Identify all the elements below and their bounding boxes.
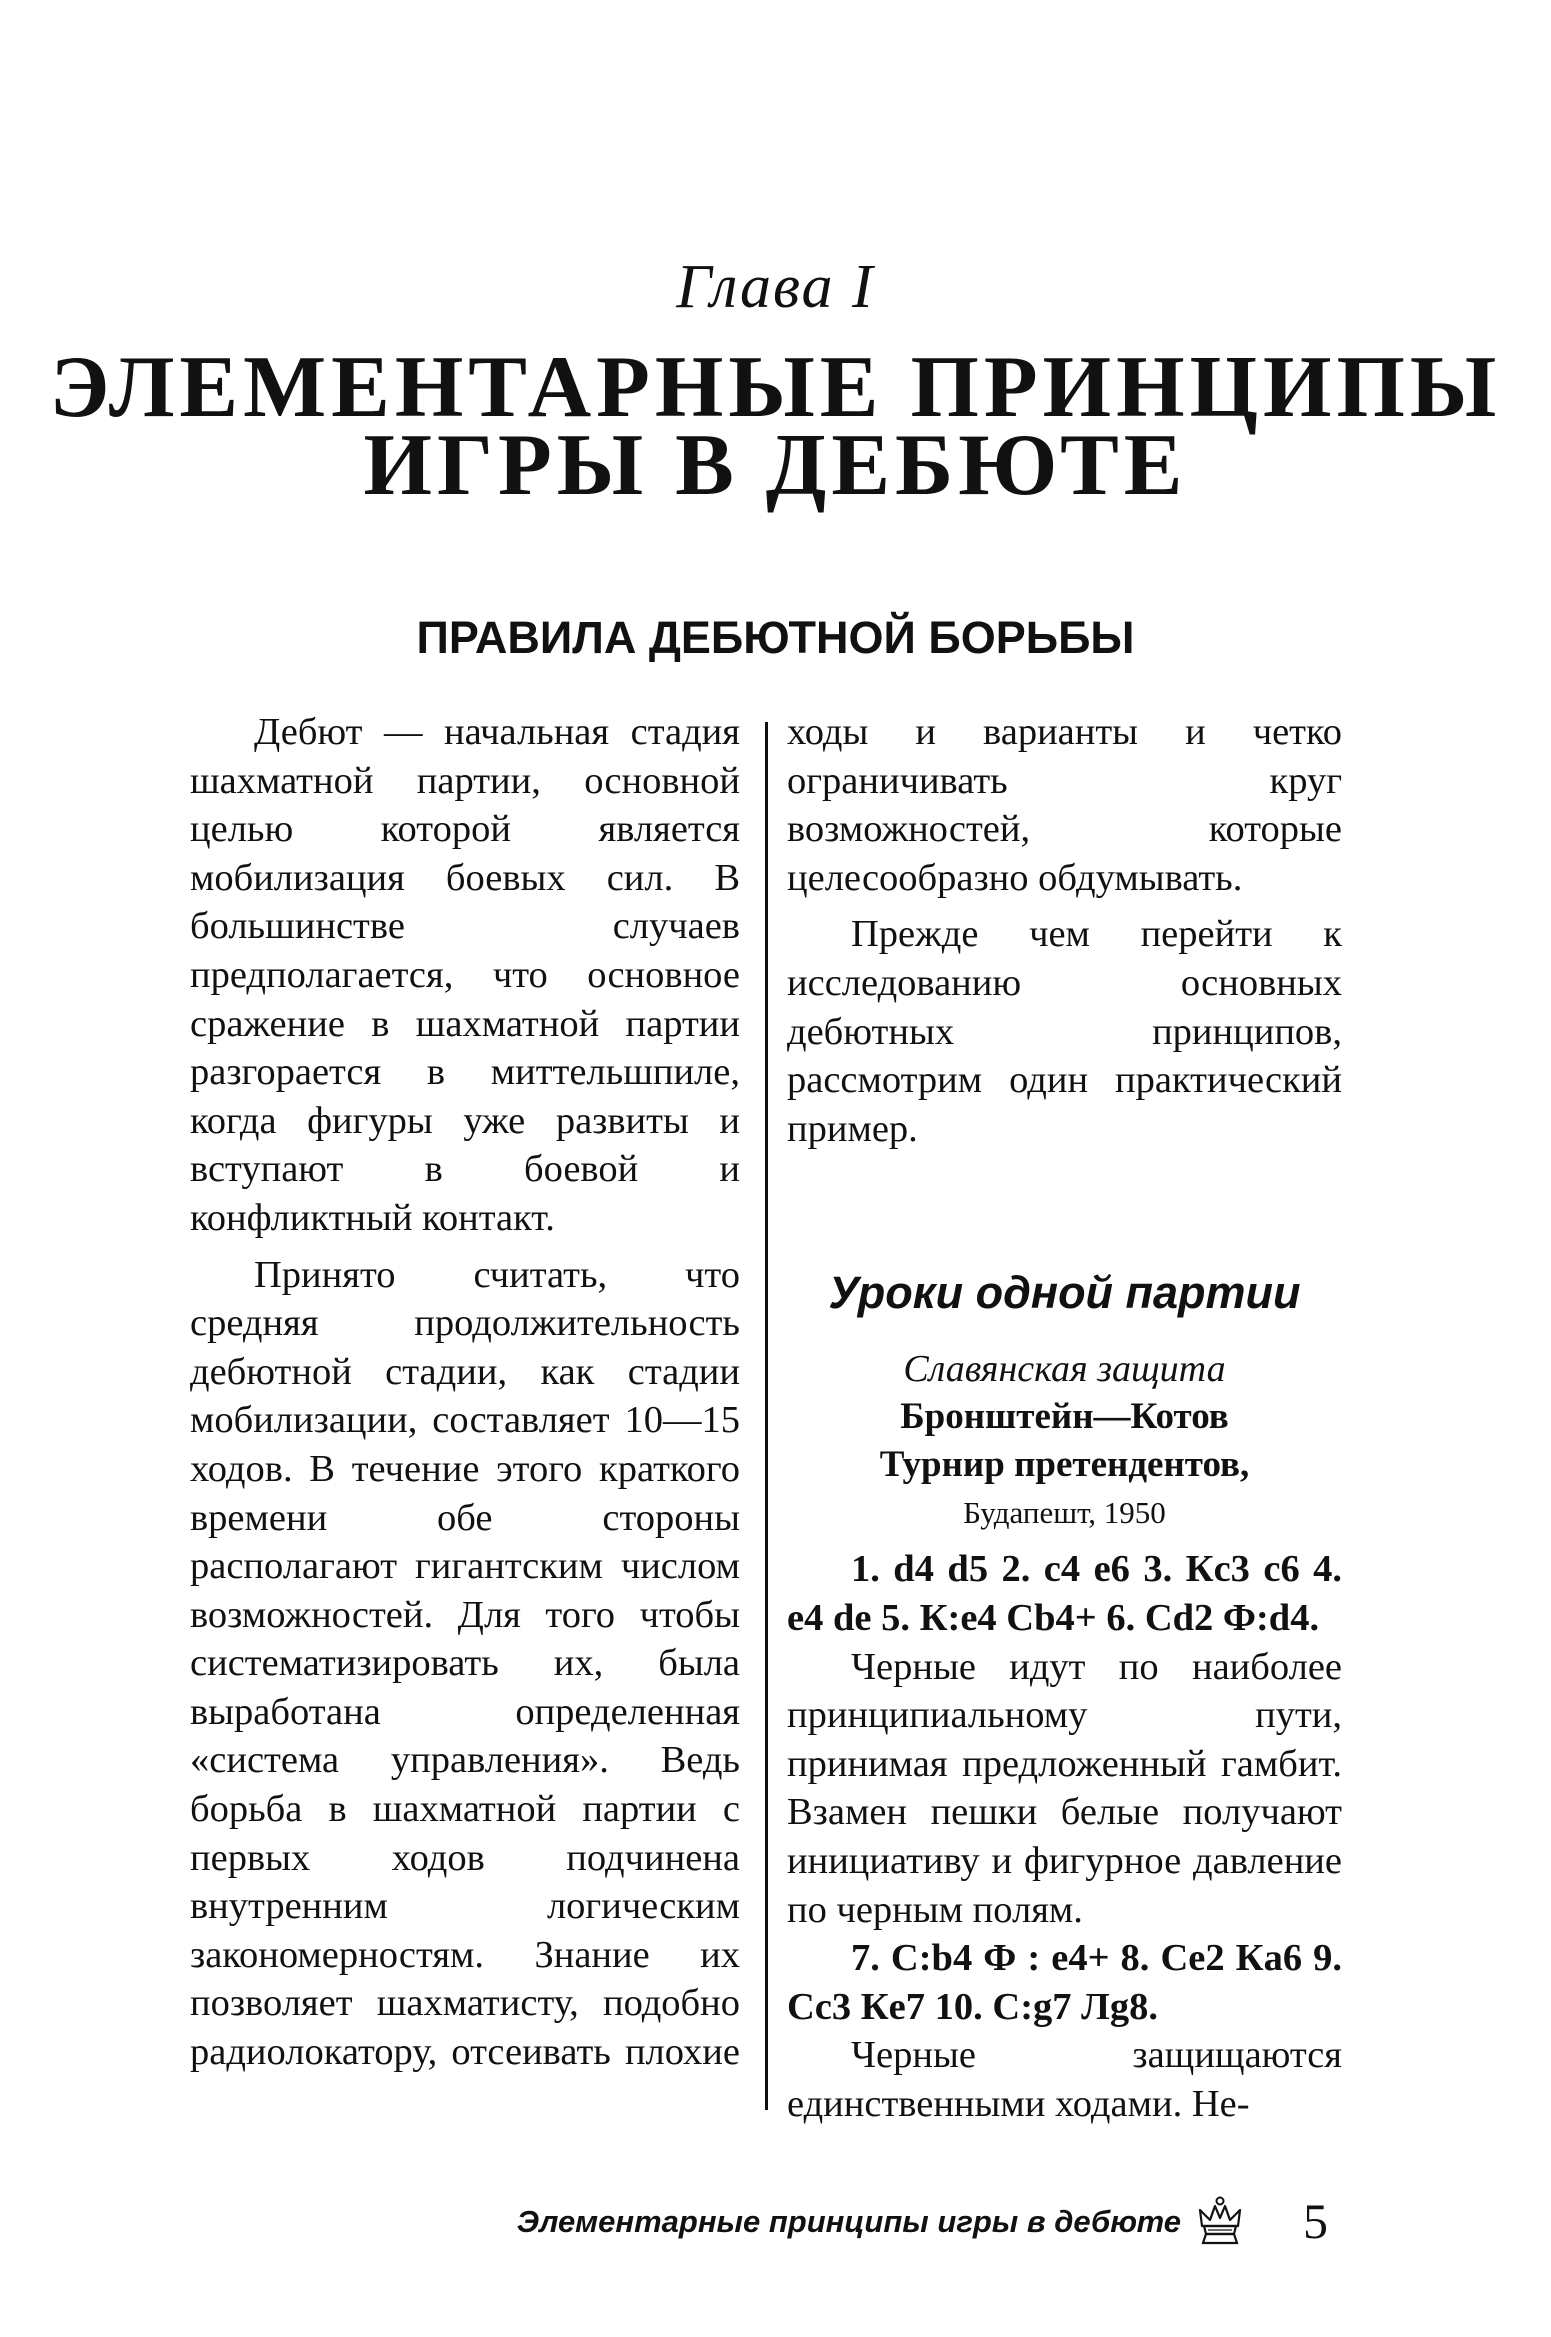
moves-1: 1. d4 d5 2. c4 e6 3. Кc3 c6 4. e4 de 5. К:e4 Сb4+ 6. Сd2 Ф:d4. bbox=[787, 1548, 1342, 1639]
moves-2: 7. С:b4 Ф : e4+ 8. Сe2 Кa6 9. Сc3 Кe7 10. С:g7 Лg8. bbox=[787, 1937, 1342, 2028]
section-heading: ПРАВИЛА ДЕБЮТНОЙ БОРЬБЫ bbox=[416, 612, 1135, 663]
lesson-subheading: Уроки одной партии bbox=[828, 1267, 1301, 1319]
right-paragraph-2: Прежде чем перейти к исследованию основных дебютных принципов, рассмотрим один практический пример. bbox=[787, 913, 1342, 1150]
column-divider bbox=[765, 722, 768, 2110]
right-column bbox=[787, 708, 1342, 2128]
comment-2: Черные защищаются единственными ходами. Не- bbox=[787, 2034, 1342, 2125]
game-place: Будапешт, 1950 bbox=[963, 1495, 1166, 1531]
game-event: Турнир претендентов, bbox=[879, 1444, 1250, 1486]
chapter-title-line-2: ИГРЫ В ДЕБЮТЕ bbox=[363, 417, 1188, 514]
crown-icon bbox=[1196, 2196, 1244, 2248]
comment-1: Черные идут по наиболее принципиальному пути, принимая предложенный гамбит. Взамен пешки белые получают инициативу и фигурное давление по черным полям. bbox=[787, 1645, 1342, 1931]
left-paragraph-1: Дебют — начальная стадия шахматной партии, основной целью которой является мобилизация боевых сил. В большинстве случаев предполагается, что основное сражение в шахматной партии разгорается в миттельшпиле, когда фигуры уже развиты и вступают в боевой и конфликтный контакт. bbox=[190, 711, 740, 1239]
right-paragraph-1: ходы и варианты и четко ограничивать круг возможностей, которые целесообразно обдумывать. bbox=[787, 711, 1342, 899]
left-paragraph-2: Принято считать, что средняя продолжительность дебютной стадии, как стадии мобилизации, составляет 10—15 ходов. В течение этого краткого времени обе стороны располагают гигантским числом возможностей. Для того чтобы систематизировать их, была выработана определенная «система управления». Ведь борьба в шахматной партии с первых ходов подчинена внутренним логическим закономерностям. Знание их позволяет шахматисту, подобно радиолокатору, отсеивать плохие bbox=[190, 1253, 740, 2074]
chapter-title-line-1: ЭЛЕМЕНТАРНЫЕ ПРИНЦИПЫ bbox=[49, 339, 1502, 436]
page-footer bbox=[0, 2193, 1551, 2256]
page-number: 5 bbox=[1303, 2193, 1328, 2249]
chapter-label: Глава I bbox=[676, 253, 875, 321]
game-players: Бронштейн—Котов bbox=[900, 1396, 1229, 1438]
running-title: Элементарные принципы игры в дебюте bbox=[516, 2204, 1181, 2239]
left-column bbox=[190, 708, 740, 2077]
game-opening: Славянская защита bbox=[903, 1348, 1226, 1391]
